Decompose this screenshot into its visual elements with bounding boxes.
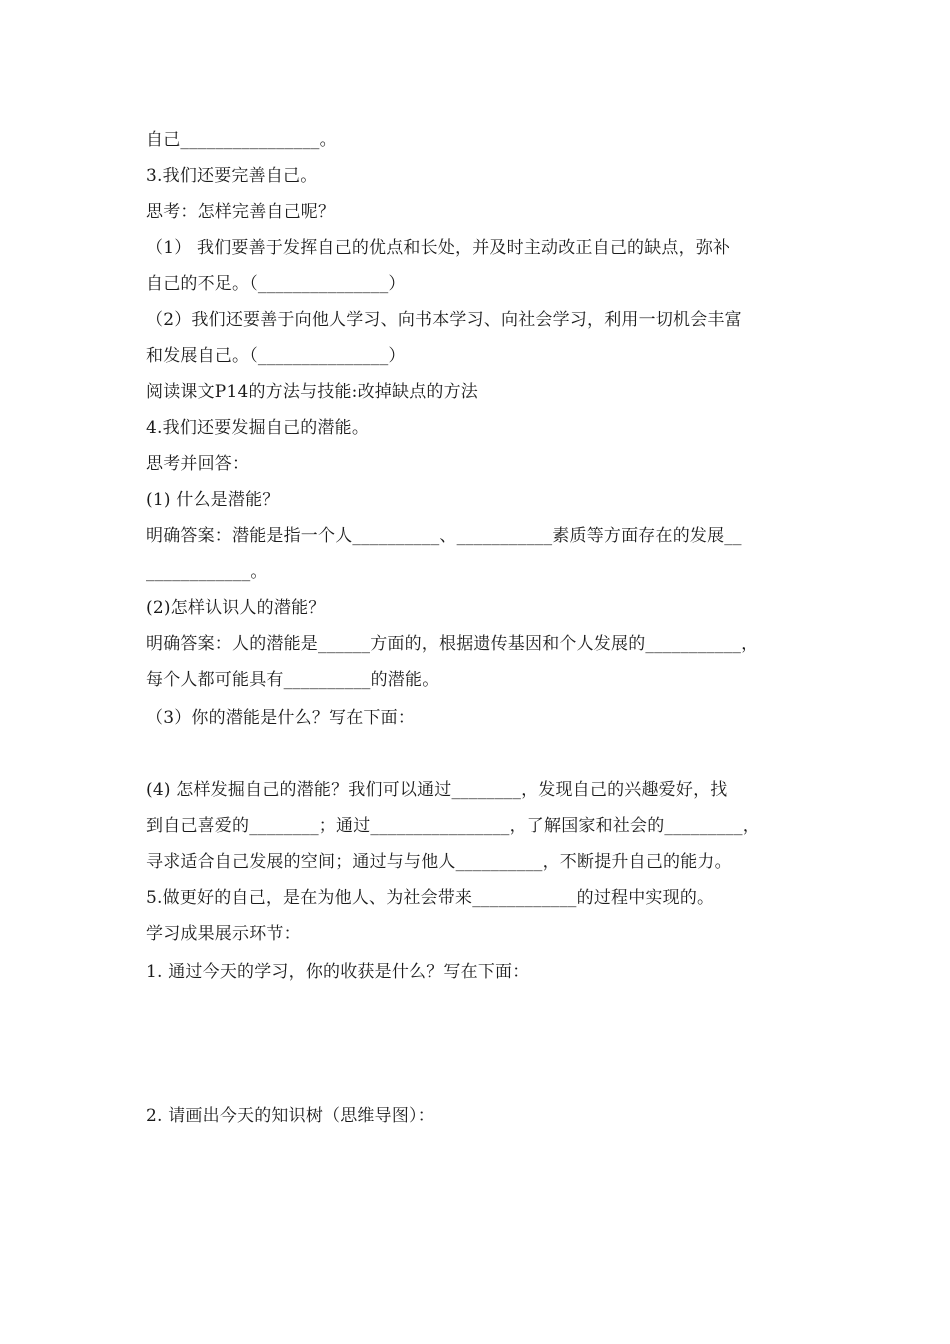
text-line: 4.我们还要发掘自己的潜能。 [146, 418, 370, 438]
text-line: 3.我们还要完善自己。 [146, 166, 318, 186]
text-line: （2）我们还要善于向他人学习、向书本学习、向社会学习，利用一切机会丰富 [146, 310, 742, 330]
text-line: 每个人都可能具有__________的潜能。 [146, 670, 440, 690]
text-line: 明确答案：潜能是指一个人__________、___________素质等方面存在的发展__ [146, 526, 742, 546]
text-line: 5.做更好的自己，是在为他人、为社会带来____________的过程中实现的。 [146, 888, 715, 908]
text-line: （3）你的潜能是什么？写在下面： [146, 708, 416, 728]
text-line: 学习成果展示环节： [146, 924, 301, 944]
text-line: (4) 怎样发掘自己的潜能？我们可以通过________，发现自己的兴趣爱好，找 [146, 780, 728, 800]
text-line: 自己________________。 [146, 130, 337, 150]
text-line: 阅读课文P14的方法与技能:改掉缺点的方法 [146, 382, 478, 402]
text-line: ____________。 [146, 562, 268, 582]
text-line: 明确答案：人的潜能是______方面的，根据遗传基因和个人发展的___________， [146, 634, 759, 654]
text-line: 1. 通过今天的学习，你的收获是什么？写在下面： [146, 962, 530, 982]
text-line: （1） 我们要善于发挥自己的优点和长处，并及时主动改正自己的缺点，弥补 [146, 238, 731, 258]
text-line: 思考：怎样完善自己呢？ [146, 202, 336, 222]
text-line: 2. 请画出今天的知识树（思维导图）： [146, 1106, 435, 1126]
text-line: 思考并回答： [146, 454, 250, 474]
text-line: (1) 什么是潜能？ [146, 490, 280, 510]
text-line: 寻求适合自己发展的空间；通过与与他人__________，不断提升自己的能力。 [146, 852, 732, 872]
text-line: (2)怎样认识人的潜能？ [146, 598, 326, 618]
text-line: 自己的不足。（_______________） [146, 274, 406, 294]
text-line: 到自己喜爱的________；通过________________，了解国家和社会的_________， [146, 816, 760, 836]
text-line: 和发展自己。（_______________） [146, 346, 406, 366]
